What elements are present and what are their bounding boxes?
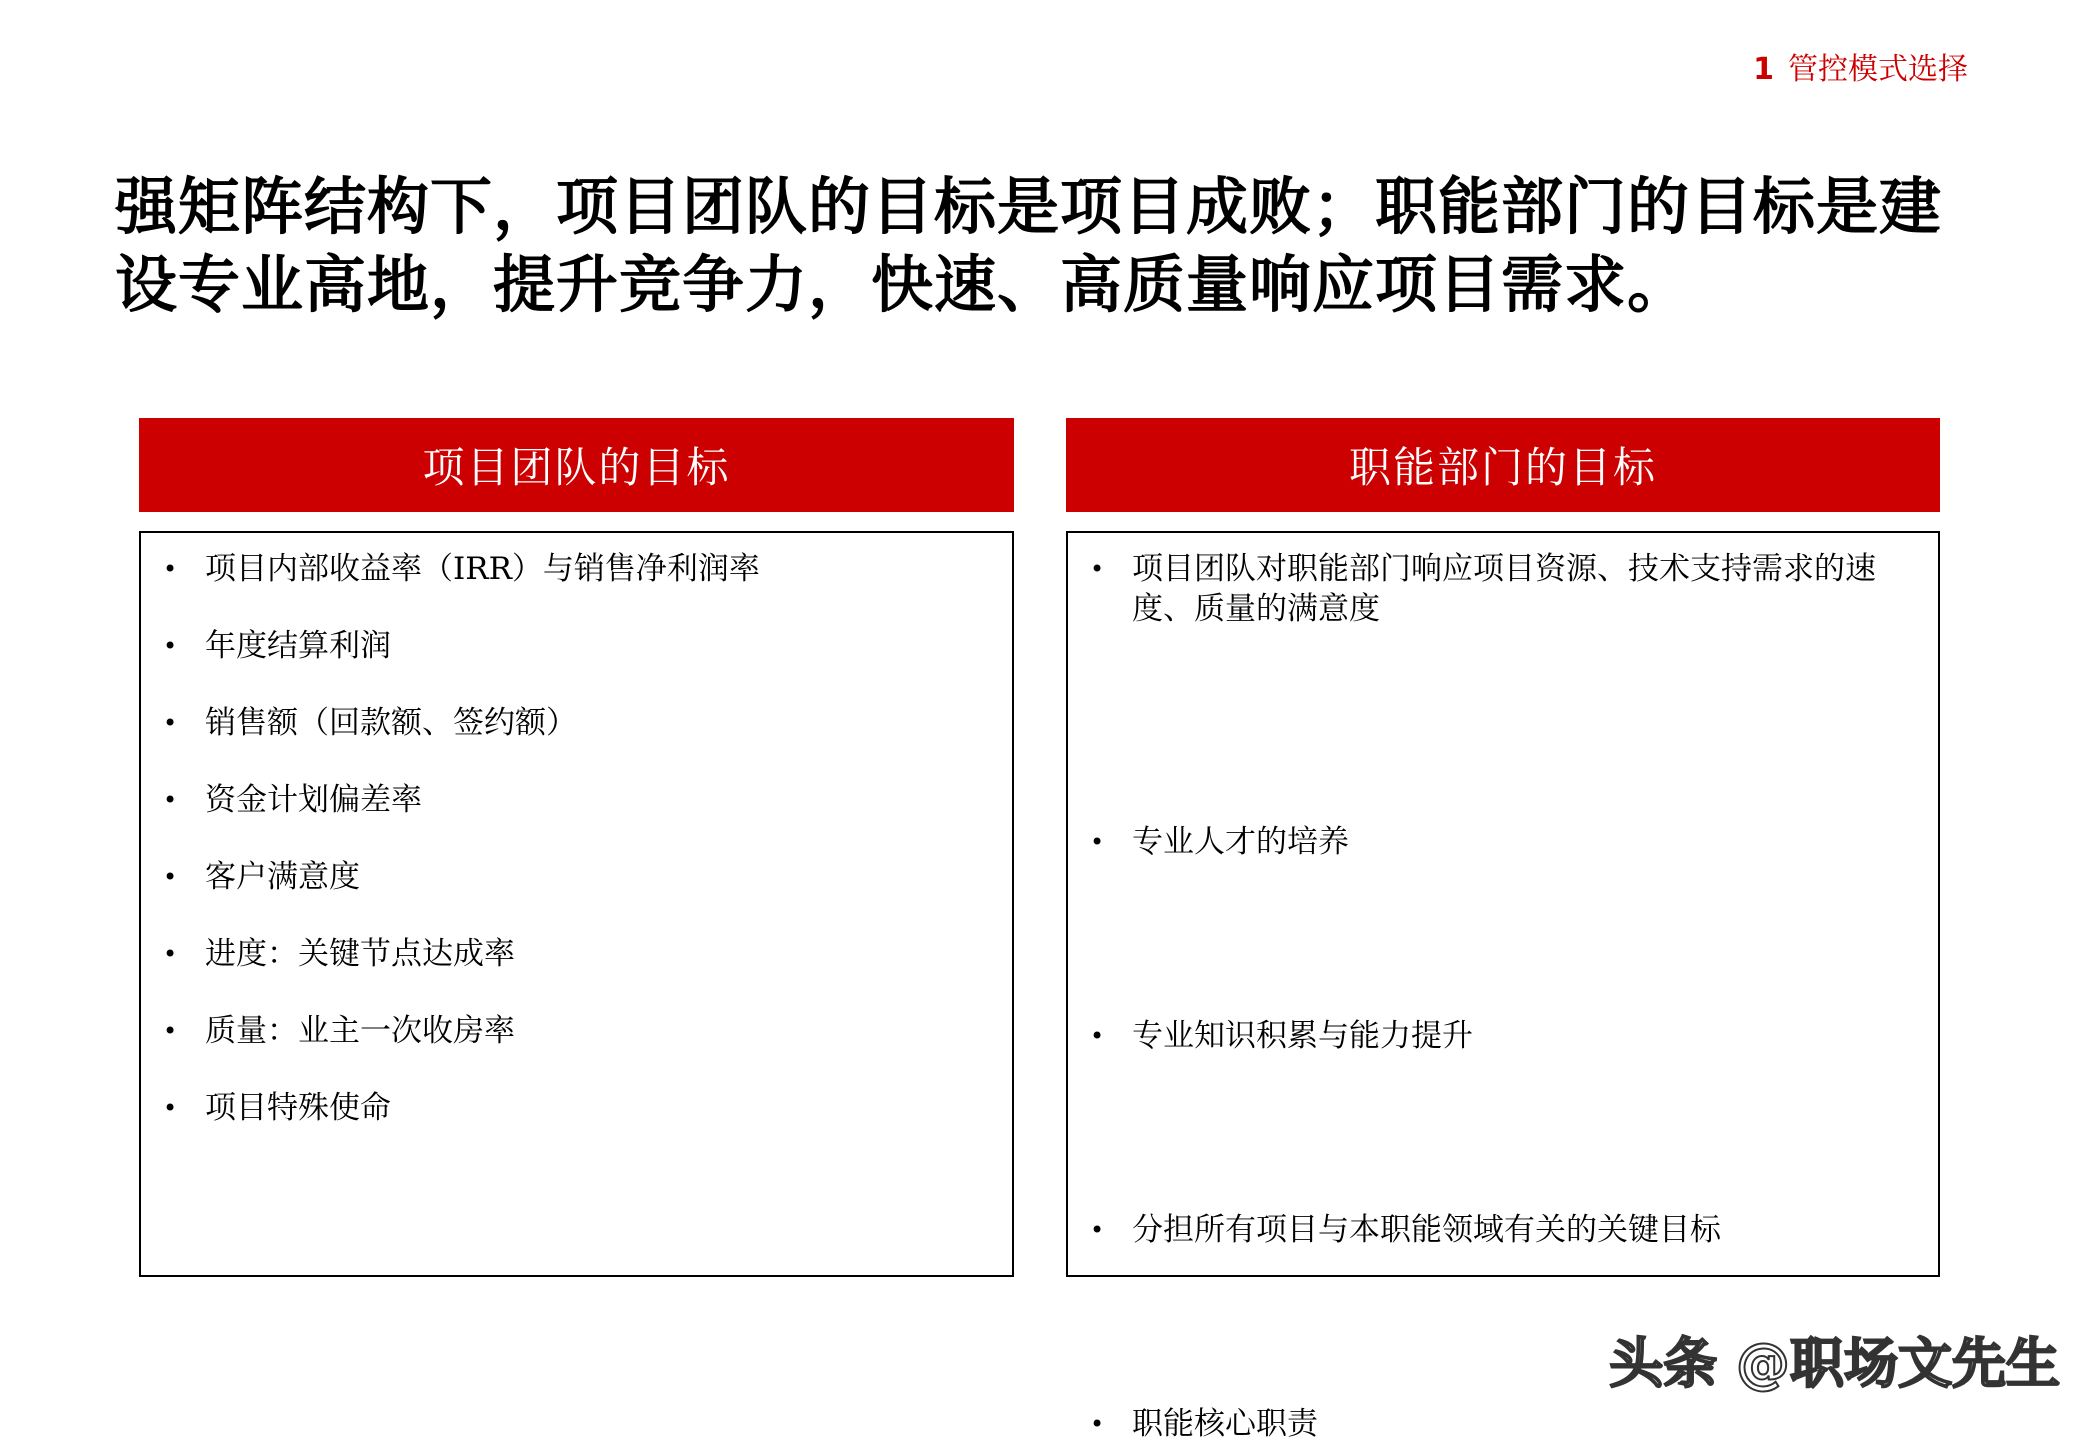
left-panel-header [139, 418, 1014, 512]
section-title: 管控模式选择 [1788, 52, 1968, 87]
list-item: • 销售额（回款额、签约额） [141, 703, 1012, 743]
left-panel-title: 项目团队的目标 [422, 443, 731, 492]
list-item: • 资金计划偏差率 [141, 780, 1012, 820]
list-item: • 专业知识积累与能力提升 [1068, 1016, 1938, 1056]
list-item: • 项目内部收益率（IRR）与销售净利润率 [141, 549, 1012, 589]
section-tag [1753, 44, 1968, 88]
list-item: • 项目特殊使命 [141, 1088, 1012, 1128]
left-panel-box [139, 531, 1014, 1277]
list-item: • 职能核心职责 [1068, 1404, 1938, 1444]
list-item: • 年度结算利润 [141, 626, 1012, 666]
list-item: • 分担所有项目与本职能领域有关的关键目标 [1068, 1210, 1938, 1250]
list-item: • 项目团队对职能部门响应项目资源、技术支持需求的速度、质量的满意度 [1068, 549, 1938, 629]
list-item: • 客户满意度 [141, 857, 1012, 897]
right-panel-title: 职能部门的目标 [1348, 443, 1657, 492]
right-panel-header [1066, 418, 1940, 512]
slide-headline: 强矩阵结构下，项目团队的目标是项目成败；职能部门的目标是建设专业高地，提升竞争力，快速、高质量响应项目需求。 [115, 170, 1943, 321]
list-item: • 专业人才的培养 [1068, 822, 1938, 862]
list-item: • 进度：关键节点达成率 [141, 934, 1012, 974]
list-item: • 质量：业主一次收房率 [141, 1011, 1012, 1051]
left-goal-list [141, 549, 1012, 1165]
watermark: 头条 @职场文先生 [1609, 1332, 2060, 1395]
section-number: 1 [1753, 52, 1774, 87]
